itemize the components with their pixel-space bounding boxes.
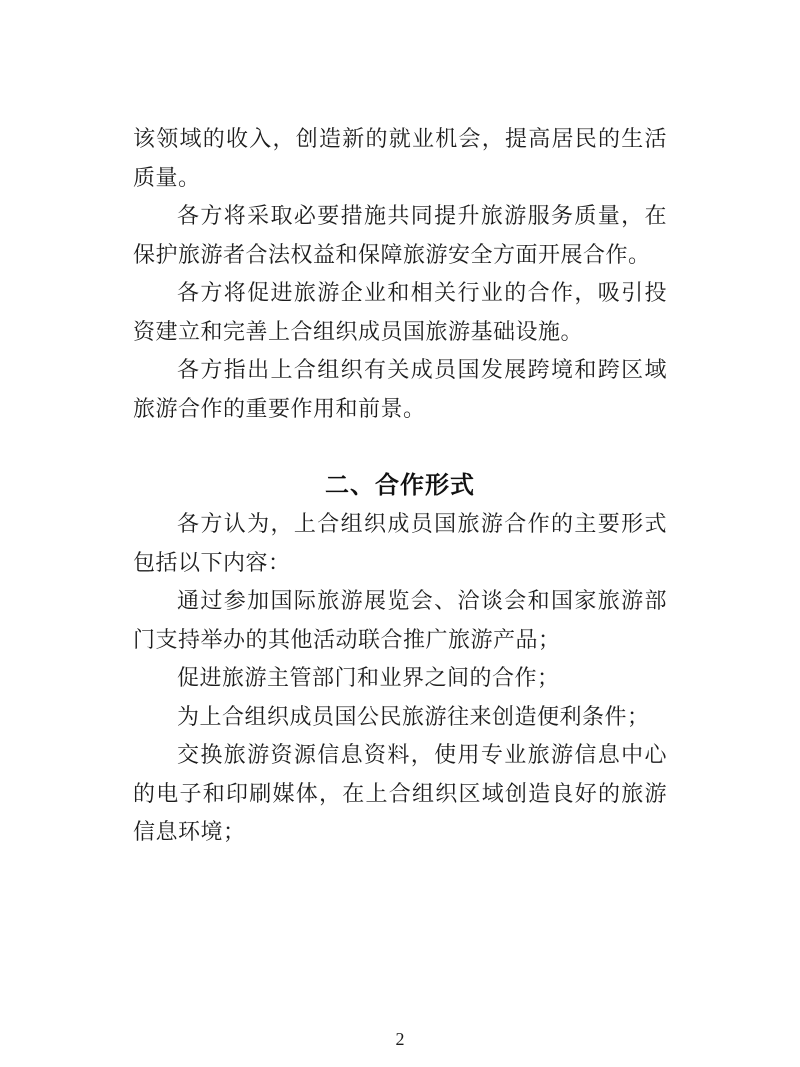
paragraph: 交换旅游资源信息资料，使用专业旅游信息中心的电子和印刷媒体，在上合组织区域创造良好的旅游信息环境； [133,742,667,844]
paragraph: 各方指出上合组织有关成员国发展跨境和跨区域旅游合作的重要作用和前景。 [133,357,667,421]
page-number: 2 [395,1029,405,1049]
paragraph-continuation: 该领域的收入，创造新的就业机会，提高居民的生活质量。 [133,126,667,190]
paragraph: 为上合组织成员国公民旅游往来创造便利条件； [177,703,650,729]
paragraph: 促进旅游主管部门和业界之间的合作； [177,665,560,690]
section-heading: 二、合作形式 [325,471,475,499]
document-body [133,120,667,852]
paragraph: 各方将采取必要措施共同提升旅游服务质量，在保护旅游者合法权益和保障旅游安全方面开展合作。 [133,203,667,267]
paragraph: 通过参加国际旅游展览会、洽谈会和国家旅游部门支持举办的其他活动联合推广旅游产品； [133,588,667,652]
paragraph: 各方认为，上合组织成员国旅游合作的主要形式包括以下内容： [133,511,667,575]
paragraph: 各方将促进旅游企业和相关行业的合作，吸引投资建立和完善上合组织成员国旅游基础设施。 [133,280,667,344]
